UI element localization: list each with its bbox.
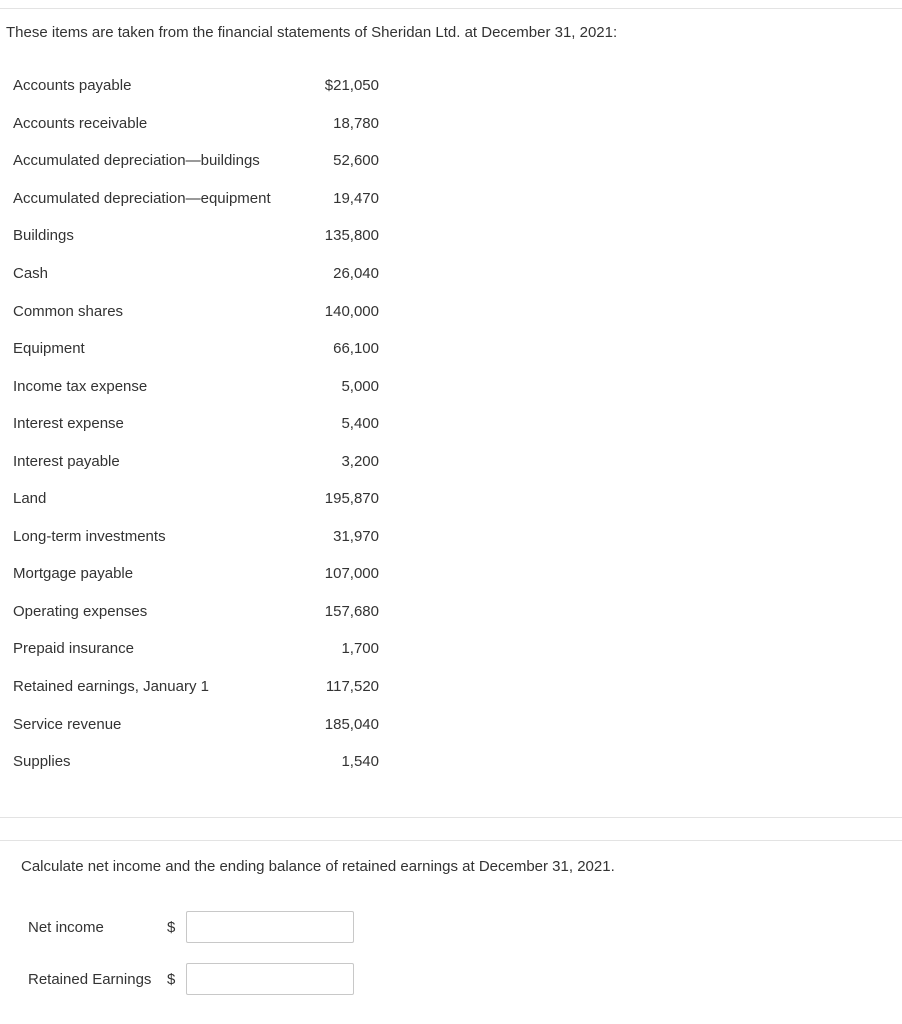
item-amount: 1,540 <box>341 753 379 771</box>
table-row <box>6 593 379 631</box>
item-label: Buildings <box>13 227 74 245</box>
item-label: Prepaid insurance <box>13 640 134 658</box>
table-row <box>6 518 379 556</box>
item-amount: 140,000 <box>324 302 379 320</box>
retained-earnings-label: Retained Earnings <box>28 970 152 988</box>
item-amount: 117,520 <box>325 678 379 696</box>
table-row <box>6 555 379 593</box>
item-label: Retained earnings, January 1 <box>13 678 209 696</box>
table-row <box>6 292 379 330</box>
top-divider <box>0 8 902 9</box>
item-amount: 66,100 <box>333 340 379 358</box>
item-label: Long-term investments <box>13 527 166 545</box>
item-label: Income tax expense <box>13 377 148 395</box>
net-income-row <box>28 911 354 943</box>
question-text: Calculate net income and the ending balance of retained earnings at December 31, 2021. <box>21 858 615 875</box>
item-amount: 185,040 <box>324 715 379 733</box>
item-amount: 19,470 <box>333 189 379 207</box>
item-amount: $21,050 <box>324 77 379 95</box>
table-row <box>6 442 379 480</box>
items-table <box>6 67 379 780</box>
section-divider-top <box>0 817 902 818</box>
item-label: Common shares <box>13 302 124 320</box>
item-amount: 31,970 <box>333 527 379 545</box>
item-label: Equipment <box>13 340 85 358</box>
item-amount: 52,600 <box>333 152 379 170</box>
table-row <box>6 255 379 293</box>
item-label: Accounts payable <box>13 77 132 95</box>
item-amount: 5,000 <box>341 377 379 395</box>
item-label: Interest expense <box>13 415 124 433</box>
table-row <box>6 180 379 218</box>
table-row <box>6 630 379 668</box>
item-label: Operating expenses <box>13 602 148 620</box>
item-amount: 18,780 <box>333 114 379 132</box>
table-row <box>6 67 379 105</box>
item-amount: 195,870 <box>324 490 379 508</box>
table-row <box>6 105 379 143</box>
item-amount: 1,700 <box>341 640 379 658</box>
item-amount: 135,800 <box>324 227 379 245</box>
item-label: Mortgage payable <box>13 565 134 583</box>
item-label: Accounts receivable <box>13 114 148 132</box>
item-amount: 157,680 <box>324 602 379 620</box>
item-label: Supplies <box>13 753 71 771</box>
table-row <box>6 142 379 180</box>
currency-symbol: $ <box>167 918 176 936</box>
net-income-label: Net income <box>28 918 104 936</box>
table-row <box>6 217 379 255</box>
currency-symbol: $ <box>167 970 176 988</box>
table-row <box>6 480 379 518</box>
item-amount: 3,200 <box>341 452 379 470</box>
table-row <box>6 743 379 781</box>
item-amount: 26,040 <box>333 265 379 282</box>
item-label: Cash <box>13 265 49 282</box>
net-income-input[interactable] <box>186 911 354 943</box>
item-label: Accumulated depreciation—equipment <box>13 189 271 207</box>
section-divider-bottom <box>0 840 902 841</box>
table-row <box>6 668 379 706</box>
table-row <box>6 367 379 405</box>
item-label: Accumulated depreciation—buildings <box>13 152 260 170</box>
item-label: Interest payable <box>13 452 120 470</box>
retained-earnings-input[interactable] <box>186 963 354 995</box>
item-amount: 5,400 <box>341 415 379 433</box>
item-label: Land <box>13 490 47 508</box>
table-row <box>6 405 379 443</box>
retained-earnings-row <box>28 963 354 995</box>
item-label: Service revenue <box>13 715 122 733</box>
table-row <box>6 705 379 743</box>
intro-text: These items are taken from the financial statements of Sheridan Ltd. at December 31, 2021: <box>6 24 618 41</box>
item-amount: 107,000 <box>324 565 379 583</box>
table-row <box>6 330 379 368</box>
